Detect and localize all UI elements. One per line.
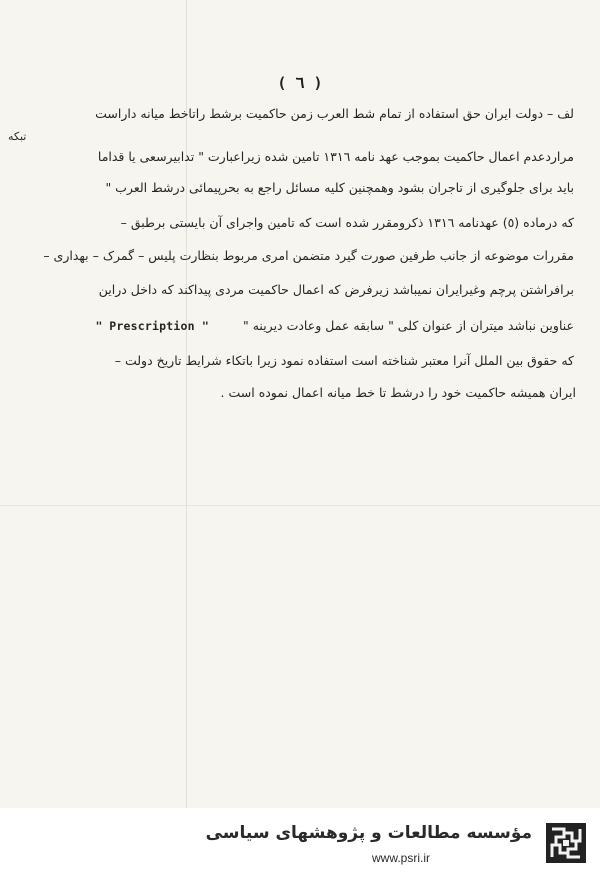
marginal-note: تبکه xyxy=(8,130,27,143)
institute-name: مؤسسه مطالعات و پژوهشهای سیاسی xyxy=(205,823,532,843)
body-line: که حقوق بین الملل آنرا معتبر شناخته است استفاده نمود زیرا باتکاء شرایط تاریخ دولت – xyxy=(114,353,574,368)
page-number: ( ٦ ) xyxy=(277,74,323,92)
body-line: مقررات موضوعه از جانب طرفین صورت گیرد متضمن امری مربوط بنظارت پلیس – گمرک – بهداری – xyxy=(43,248,574,263)
footer-watermark xyxy=(0,808,600,879)
body-line: مراردعدم اعمال حاکمیت بموجب عهد نامه ١٣١٦ تامین شده زیراعبارت " تدابیرسعی یا قداما xyxy=(97,149,574,164)
institute-logo-icon xyxy=(546,823,586,863)
body-line: که درماده (٥) عهدنامه ١٣١٦ ذکرومقرر شده است که تامین واجرای آن بایستی برطبق – xyxy=(120,215,574,230)
body-line: ایران همیشه حاکمیت خود را درشط تا خط میانه اعمال نموده است . xyxy=(220,385,576,400)
paper-fold-line xyxy=(186,0,187,879)
body-line-text: عناوین نباشد میتران از عنوان کلی " سابقه عمل وعادت دیرینه " xyxy=(243,318,574,333)
body-line: باید برای جلوگیری از تاجران بشود وهمچنین کلیه مسائل راجع به بحرپیمائی درشط العرب " xyxy=(105,180,574,195)
body-line: برافراشتن پرچم وغیرایران نمیباشد زیرفرض که اعمال حاکمیت مردی پیداکند که داخل دراین xyxy=(98,282,574,297)
body-line: لف – دولت ایران حق استفاده از تمام شط العرب زمن حاکمیت برشط راتاخط میانه داراست xyxy=(95,106,574,121)
body-line-with-term xyxy=(22,318,574,333)
website-link[interactable]: www.psri.ir xyxy=(371,851,430,865)
prescription-term: " Prescription " xyxy=(95,319,210,333)
paper-fold-line xyxy=(0,505,600,506)
